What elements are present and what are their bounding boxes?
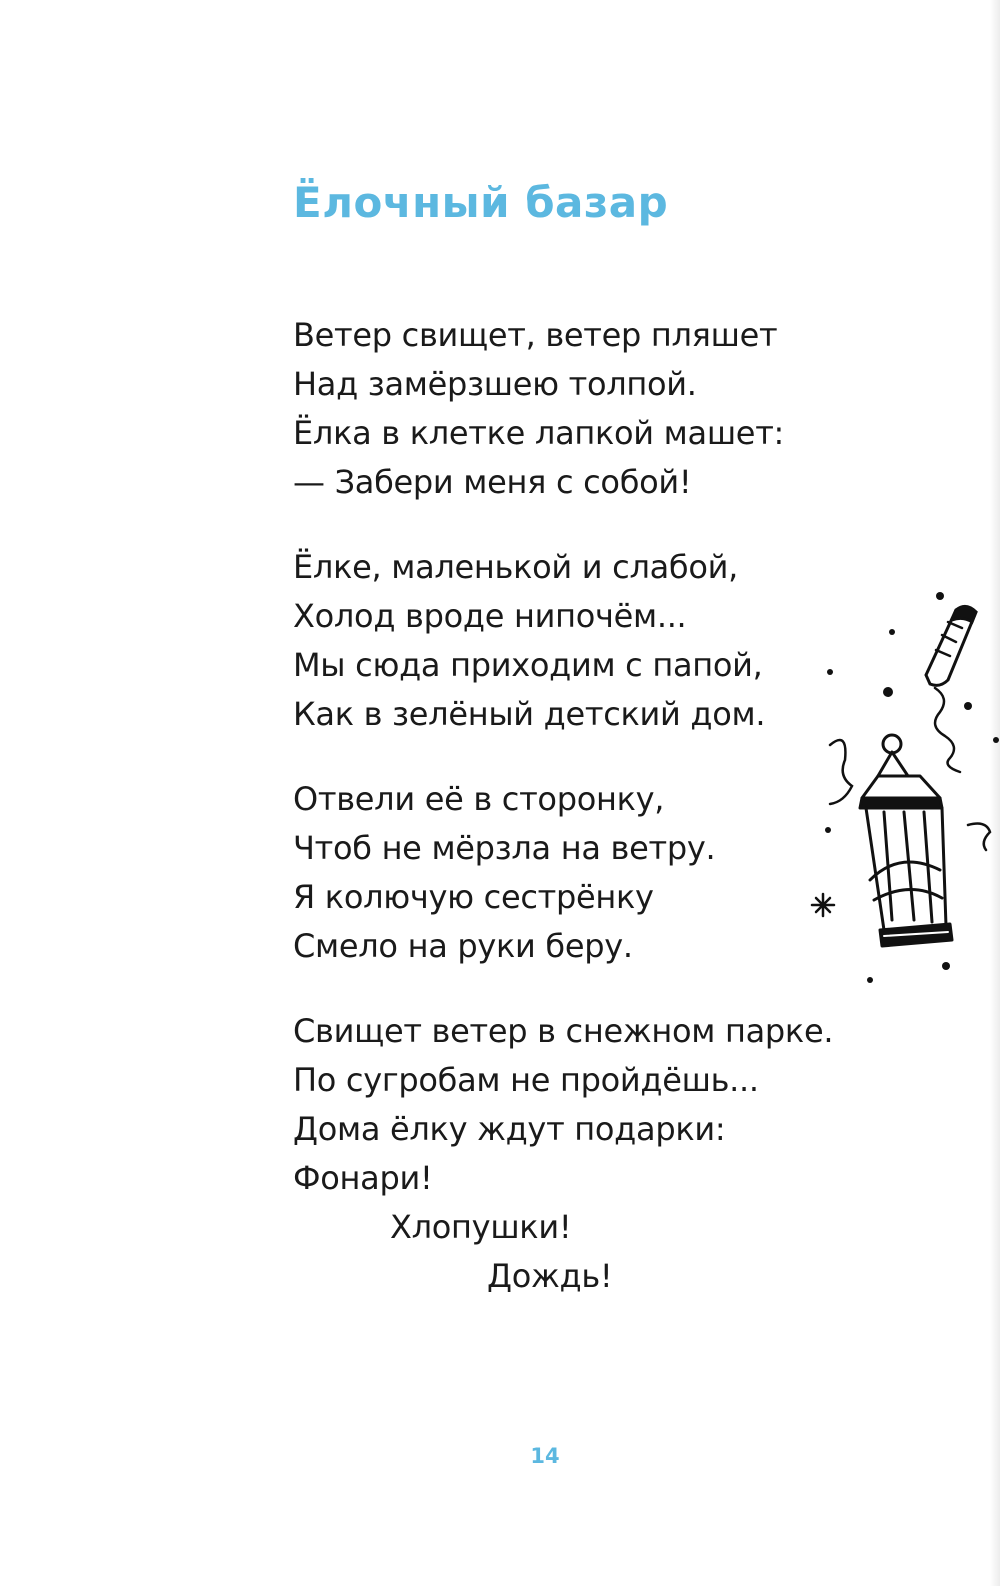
streamer-icon	[830, 688, 990, 850]
poem-line: Как в зелёный детский дом.	[293, 695, 766, 733]
poem-line: Смело на руки беру.	[293, 927, 633, 965]
poem-line: Мы сюда приходим с папой,	[293, 646, 763, 684]
poem-line: Я колючую сестрёнку	[293, 878, 654, 916]
poem-line: Холод вроде нипочём...	[293, 597, 687, 635]
poem-line: Свищет ветер в снежном парке.	[293, 1012, 834, 1050]
poem-line: Ёлка в клетке лапкой машет:	[293, 414, 785, 452]
poem-line: Дождь!	[487, 1257, 613, 1295]
lantern-icon	[860, 735, 952, 946]
poem-title: Ёлочный базар	[293, 178, 669, 227]
poem-line: По сугробам не пройдёшь...	[293, 1061, 759, 1099]
poem-line: Ветер свищет, ветер пляшет	[293, 316, 778, 354]
firecracker-icon	[926, 606, 976, 685]
poem-line: Хлопушки!	[390, 1208, 572, 1246]
page-number: 14	[530, 1444, 560, 1468]
poem-line: Дома ёлку ждут подарки:	[293, 1110, 726, 1148]
snowflake-icon	[812, 894, 834, 916]
poem-line: Ёлке, маленькой и слабой,	[293, 548, 738, 586]
poem-line: Отвели её в сторонку,	[293, 780, 665, 818]
poem-line: — Забери меня с собой!	[293, 463, 692, 501]
poem-line: Чтоб не мёрзла на ветру.	[293, 829, 716, 867]
lantern-illustration	[800, 580, 1000, 1000]
poem-line: Над замёрзшею толпой.	[293, 365, 697, 403]
poem-line: Фонари!	[293, 1159, 433, 1197]
